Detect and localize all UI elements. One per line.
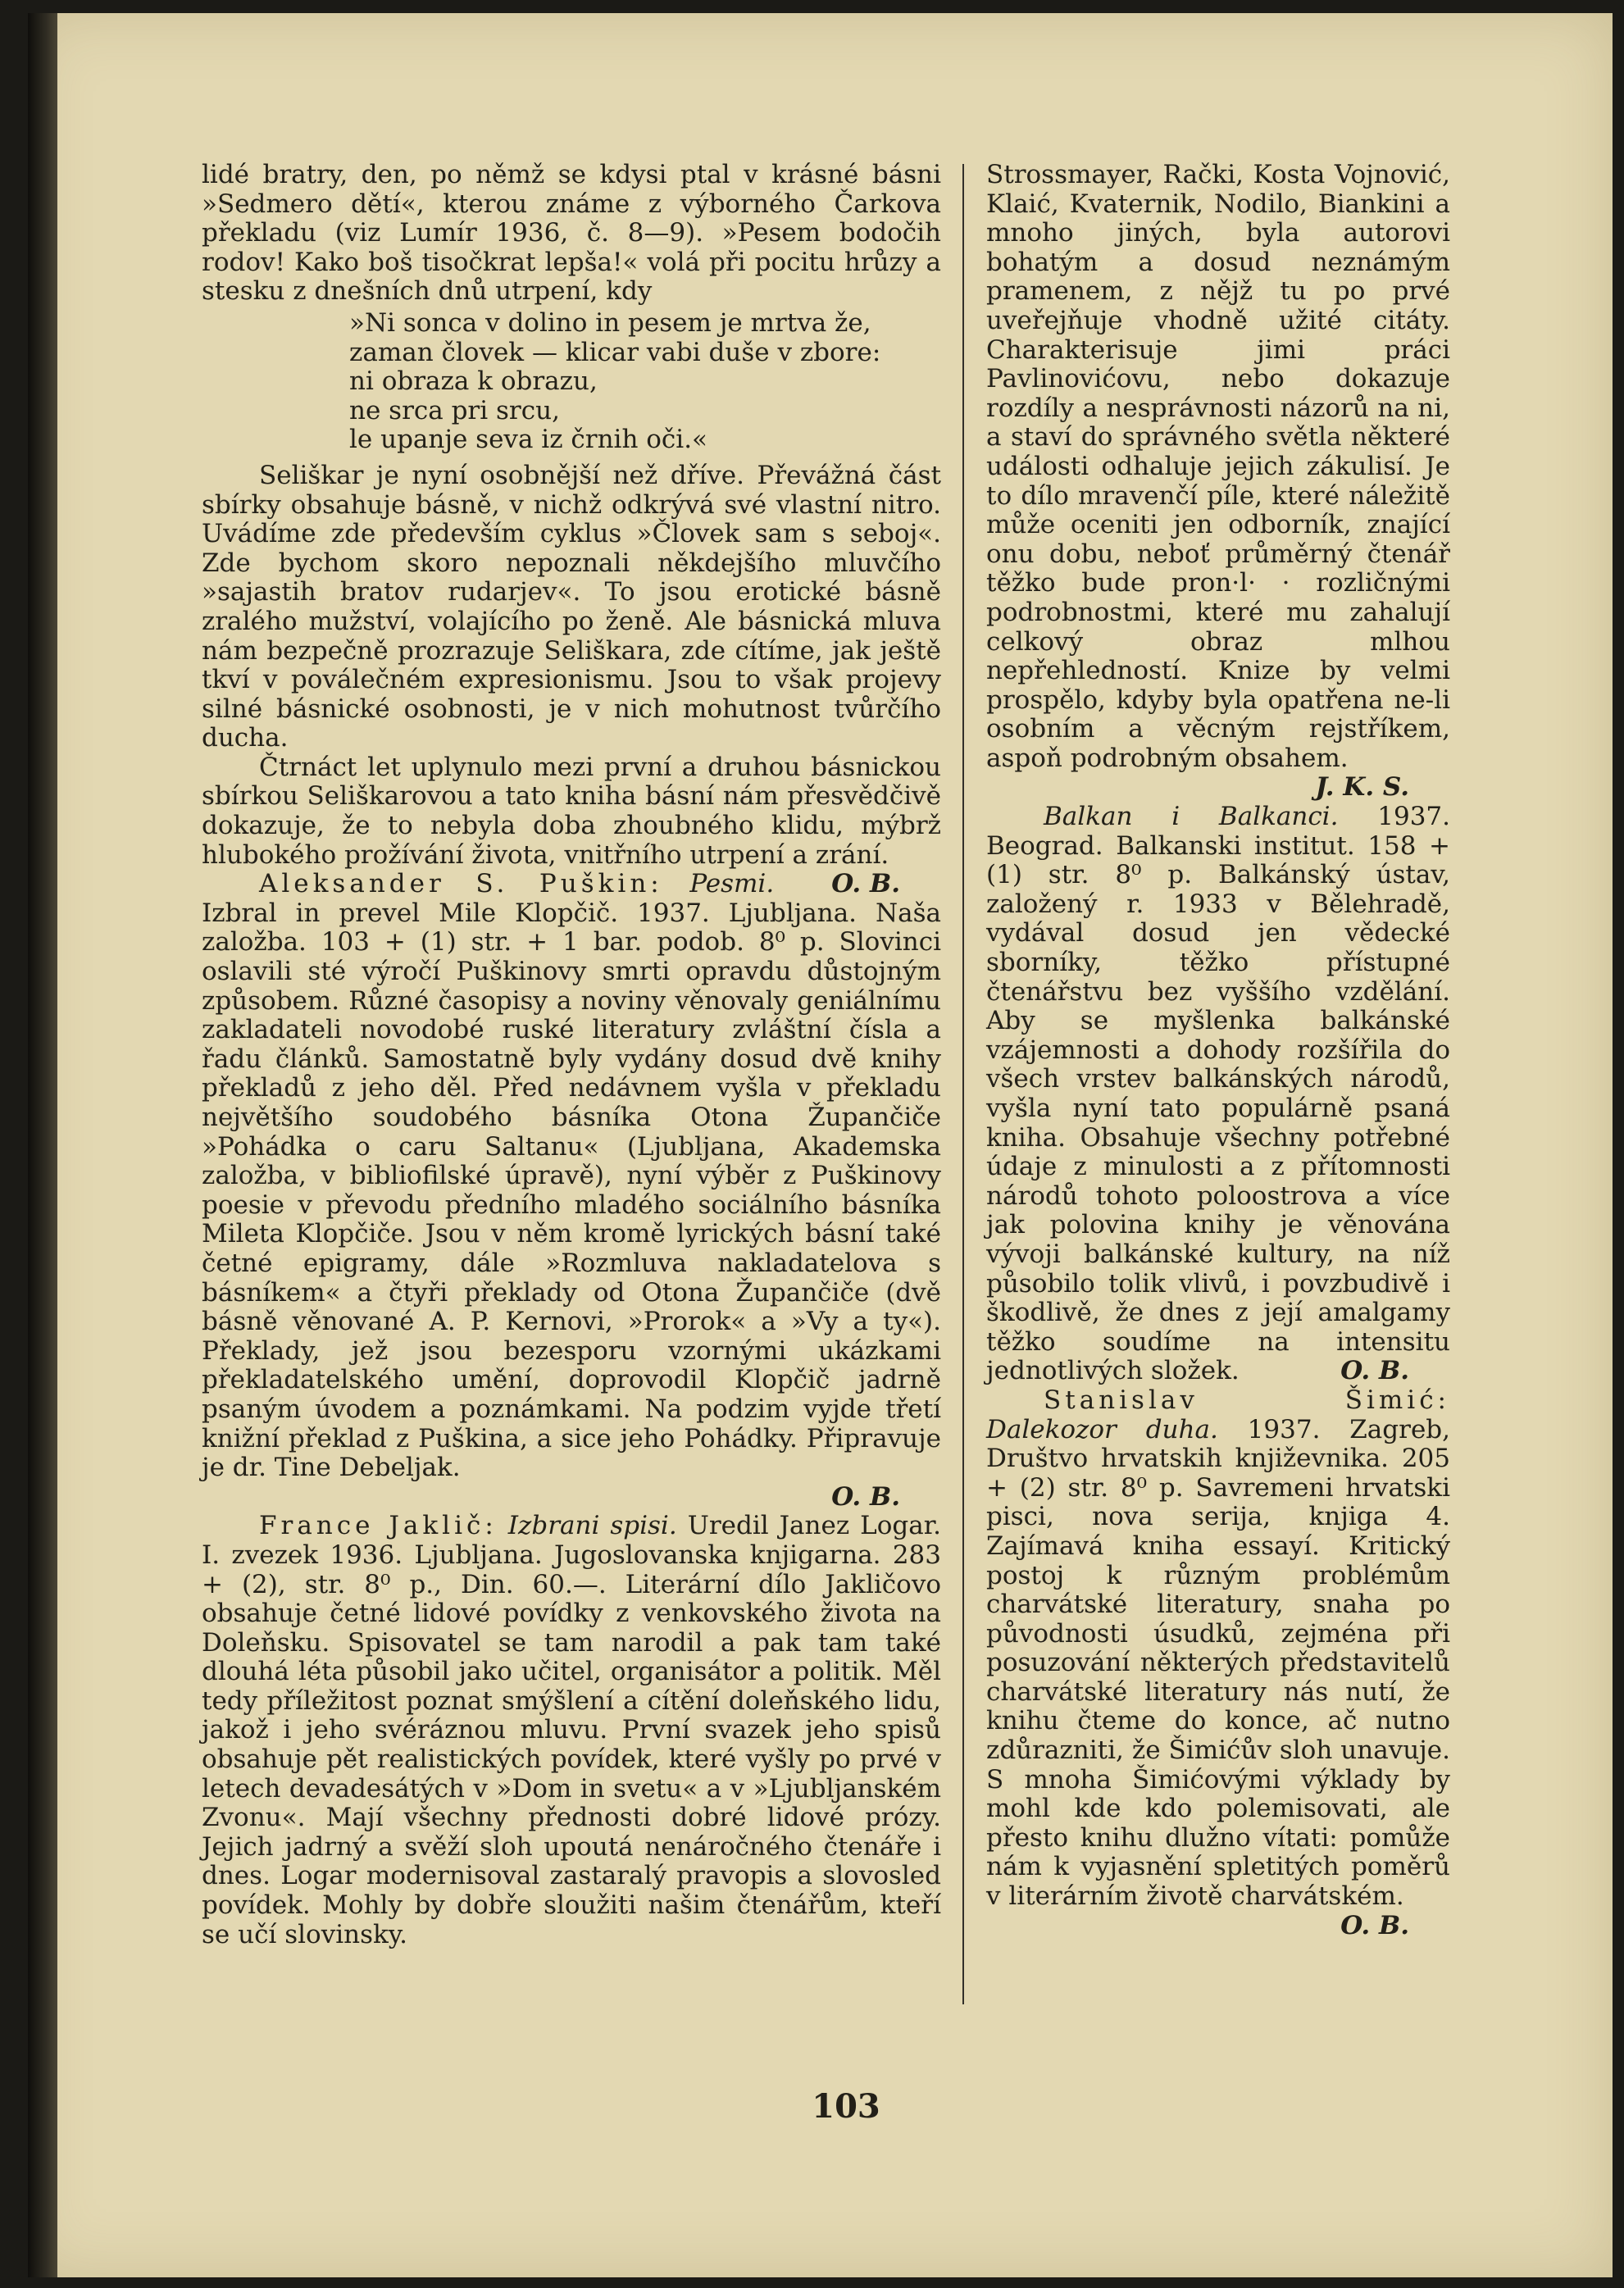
poem-line: »Ni sonca v dolino in pesem je mrtva že, <box>349 307 871 338</box>
paragraph: Strossmayer, Rački, Kosta Vojnović, Klaić, Kvaternik, Nodilo, Biankini a mnoho jiných, byla autorovi bohatým a dosud neznámým pramenem, z nějž tu po prvé uveřejňuje vhodně užité citáty. Charakterisuje jimi práci Pavlinovićovu, nebo dokazuje rozdíly a nesprávnosti názorů na ni, a staví do správného světla některé události odhaluje jejich zákulisí. Je to dílo mravenčí píle, které náležitě může oceniti jen odborník, znající onu dobu, neboť průměrný čtenář těžko bude pron·l· · rozličnými podrobnostmi, které mu zahalují celkový obraz mlhou nepřehledností. Knize by velmi prospělo, kdyby byla opatřena ne-li osobním a věcným rejstříkem, aspoň podrobným obsahem. <box>986 160 1450 773</box>
review-signature: O. B. <box>831 1481 900 1512</box>
review-jaklic <box>202 1512 941 1949</box>
review-title: Pesmi. <box>689 869 775 899</box>
page-spine-shadow <box>28 13 57 2277</box>
paragraph-text: Čtrnáct let uplynulo mezi první a druhou básnickou sbírkou Seliškarovou a tato kniha básní nám přesvědčivě dokazuje, že to nebyla doba zhoubného klidu, mýbrž hlubokého prožívání života, vnitřního utrpení a zrání. <box>202 752 941 870</box>
column-divider <box>962 164 964 2004</box>
paragraph: Seliškar je nyní osobnější než dříve. Převážná část sbírky obsahuje básně, v nichž odkrývá své vlastní nitro. Uvádíme zde především cyklus »Človek sam s seboj«. Zde bychom skoro nepoznali někdejšího mluvčího »sajastih bratov rudarjev«. To jsou erotické básně zralého mužství, volajícího po ženě. Ale básnická mluva nám bezpečně prozrazuje Seliškara, zde cítíme, jak ještě tkví v poválečném expresionismu. Jsou to však projevy silné básnické osobnosti, je v nich mohutnost tvůrčího ducha. <box>202 460 941 753</box>
review-author: Stanislav Šimić: <box>1044 1385 1450 1415</box>
review-simic <box>986 1386 1450 1912</box>
review-body: 1937. Beograd. Balkanski institut. 158 + (1) str. 8⁰ p. Balkánský ústav, založený r. 1933 v Bělehradě, vydával dosud jen vědecké sborníky, těžko přístupné čtenářstvu bez vyššího vzdělání. Aby se myšlenka balkánské vzájemnosti a dohody rozšířila do všech vrstev balkánských národů, vyšla nyní tato populárně psaná kniha. Obsahuje všechny potřebné údaje z minulosti a z přítomnosti národů tohoto poloostrova a více jak polovina knihy je věnována vývoji balkánské kultury, na níž působilo tolik vlivů, i povzbudivě i škodlivě, že dnes z její amalgamy těžko soudíme na intensitu jednotlivých složek. <box>986 802 1450 1386</box>
review-signature: O. B. <box>831 869 900 899</box>
review-title: Dalekozor duha. <box>986 1414 1218 1444</box>
poem-line: le upanje seva iz črnih oči.« <box>349 425 708 455</box>
review-body: Uredil Janez Logar. I. zvezek 1936. Ljubljana. Jugoslovanska knjigarna. 283 + (2), str. 8⁰ p., Din. 60.—. Literární dílo Jakličovo obsahuje četné lidové povídky z venkovského života na Doleňsku. Spisovatel se tam narodil a pak tam také dlouhá léta působil jako učitel, organisátor a politik. Měl tedy příležitost poznat smýšlení a cítění doleňského lidu, jakož i jeho svéráznou mluvu. První svazek jeho spisů obsahuje pět realistických povídek, které vyšly po prvé v letech devadesátých v »Dom in svetu« a v »Ljubljanském Zvonu«. Mají všechny přednosti dobré lidové prózy. Jejich jadrný a svěží sloh upoutá nenáročného čtenáře i dnes. Logar modernisoval zastaralý pravopis a slovosled povídek. Mohly by dobře sloužiti našim čtenářům, kteří se učí slovinsky. <box>202 1511 941 1949</box>
review-signature: J. K. S. <box>1315 772 1409 803</box>
review-body: 1937. Zagreb, Društvo hrvatskih književnika. 205 + (2) str. 8⁰ p. Savremeni hrvatski pisci, nova serija, knjiga 4. Zajímavá kniha essayí. Kritický postoj k různým problémům charvátské literatury, snaha po původnosti úsudků, zejména při posuzování některých představitelů charvátské literatury nás nutí, že knihu čteme do konce, ač nutno zdůrazniti, že Šimićův sloh unavuje. S mnoha Šimićovými výklady by mohl kde kdo polemisovati, ale přesto knihu dlužno vítati: pomůže nám k vyjasnění spletitých poměrů v literárním životě charvátském. <box>986 1414 1450 1912</box>
poem-quote <box>349 309 941 455</box>
poem-line: ni obraza k obrazu, <box>349 366 598 397</box>
review-author: France Jaklič: <box>259 1511 498 1541</box>
paragraph: lidé bratry, den, po němž se kdysi ptal v krásné básni »Sedmero dětí«, kterou známe z výborného Čarkova překladu (viz Lumír 1936, č. 8—9). »Pesem bodočih rodov! Kako boš tisočkrat lepša!« volá při pocitu hrůzy a stesku z dnešních dnů utrpení, kdy <box>202 160 941 307</box>
review-author: Aleksander S. Puškin: <box>259 869 663 899</box>
review-balkan <box>986 803 1450 1386</box>
book-page <box>28 13 1613 2277</box>
right-column <box>986 161 1450 1940</box>
review-body: Izbral in prevel Mile Klopčič. 1937. Ljubljana. Naša založba. 103 + (1) str. + 1 bar. podob. 8⁰ p. Slovinci oslavili sté výročí Puškinovy smrti opravdu důstojným způsobem. Různé časopisy a noviny věnovaly geniálnímu zakladateli novodobé ruské literatury zvláštní čísla a řadu článků. Samostatně byly vydány dosud dvě knihy překladů z jeho děl. Před nedávnem vyšla v překladu největšího soudobého básníka Otona Župančiče »Pohádka o caru Saltanu« (Ljubljana, Akademska založba, v bibliofilské úpravě), nyní výběr z Puškinovy poesie v převodu předního mladého sociálního básníka Mileta Klopčiče. Jsou v něm kromě lyrických básní také četné epigramy, dále »Rozmluva nakladatelova s básníkem« a čtyři překlady od Otona Župančiče (dvě básně věnované A. P. Kernovi, »Prorok« a »Vy a ty«). Překlady, jež jsou bezesporu vzornými ukázkami překladatelského umění, doprovodil Klopčič jadrně psaným úvodem a poznámkami. Na podzim vyjde třetí knižní překlad z Puškina, a sice jeho Pohádky. Připravuje je dr. Tine Debeljak. <box>202 898 941 1483</box>
review-puskin <box>202 870 941 1482</box>
review-title: Balkan i Balkanci. <box>1044 802 1339 832</box>
left-column <box>202 161 941 1949</box>
review-title: Izbrani spisi. <box>507 1511 677 1541</box>
review-signature: O. B. <box>1340 1910 1409 1940</box>
review-signature: O. B. <box>1340 1356 1409 1386</box>
poem-line: ne srca pri srcu, <box>349 395 560 425</box>
page-number: 103 <box>812 2087 880 2126</box>
poem-line: zaman človek — klicar vabi duše v zbore: <box>349 337 881 367</box>
